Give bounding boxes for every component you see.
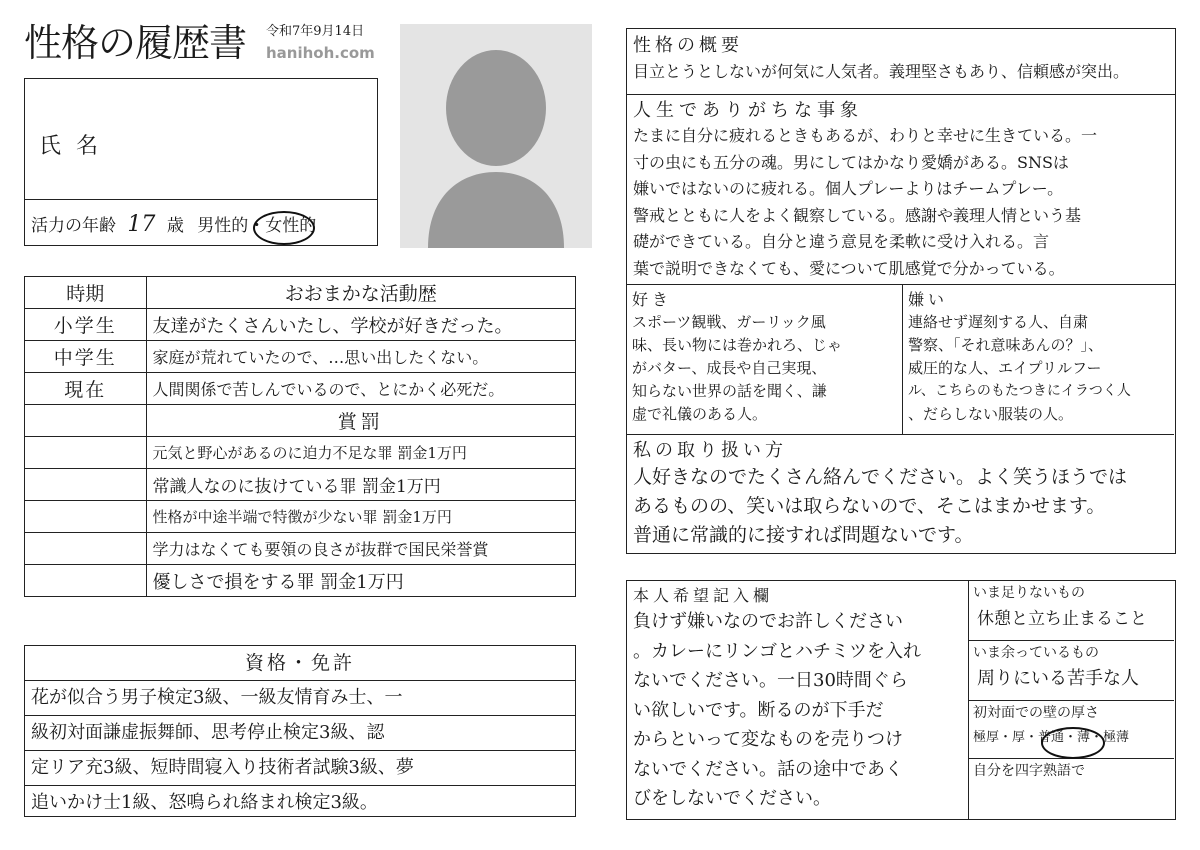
life-events-title: 人生でありがちな事象 [633, 100, 863, 121]
history-period: 中学生 [25, 341, 147, 373]
lacking-section [969, 581, 1174, 641]
award-item: 元気と野心があるのに迫力不足な罪 罰金1万円 [146, 437, 575, 469]
wishes-section [627, 581, 969, 819]
table-row [25, 501, 576, 533]
table-row [25, 565, 576, 597]
age-label: 活力の年齢 [31, 216, 116, 236]
awards-header: 賞罰 [146, 405, 575, 437]
person-silhouette-icon [400, 24, 592, 248]
life-events-line: 葉で説明できなくても、愛について肌感覚で分かっている。 [633, 258, 1065, 278]
handling-line: あるものの、笑いは取らないので、そこはまかせます。 [633, 495, 1106, 517]
life-events-line: 寸の虫にも五分の魂。男にしてはかなり愛嬌がある。SNSは [633, 152, 1069, 172]
table-row [25, 405, 576, 437]
wall-selection-circle [1041, 727, 1105, 759]
wishes-title: 本人希望記入欄 [633, 586, 774, 605]
name-box [24, 78, 378, 246]
idiom-section [969, 759, 1174, 818]
site-watermark: hanihoh.com [266, 44, 375, 62]
likes-line: 味、長い物には巻かれろ、じゃ [632, 336, 843, 354]
likes-line: がバター、成長や自己実現、 [632, 359, 827, 377]
age-value: 17 [127, 212, 156, 237]
handling-title: 私の取り扱い方 [633, 440, 787, 461]
history-header-activity: おおまかな活動歴 [146, 277, 575, 309]
handling-line: 普通に常識的に接すれば問題ないです。 [633, 524, 974, 546]
handling-section [627, 435, 1175, 553]
lacking-value: 休憩と立ち止まること [977, 609, 1147, 629]
history-activity: 家庭が荒れていたので、…思い出したくない。 [146, 341, 575, 373]
surplus-section [969, 641, 1174, 701]
history-period: 小学生 [25, 309, 147, 341]
likes-line: スポーツ観戦、ガーリック風 [632, 313, 826, 331]
likes-section [627, 285, 903, 435]
license-line: 級初対面謙虚振舞師、思考停止検定3級、認 [25, 716, 575, 751]
awards-empty-cell [25, 501, 147, 533]
history-table [24, 276, 576, 597]
life-events-section [627, 95, 1175, 285]
license-line: 花が似合う男子検定3級、一級友情育み士、一 [25, 681, 575, 716]
dislikes-line: 連絡せず遅刻する人、自粛 [908, 313, 1089, 331]
wall-options: 極厚・厚・普通・薄・極薄 [973, 730, 1130, 745]
profile-photo [400, 24, 592, 248]
life-events-line: 警戒とともに人をよく観察している。感謝や義理人情という基 [633, 205, 1082, 225]
wishes-line: い欲しいです。断るのが下手だ [633, 699, 884, 721]
award-item: 学力はなくても要領の良さが抜群で国民栄誉賞 [146, 533, 575, 565]
license-line: 追いかけ士1級、怒鳴られ絡まれ検定3級。 [31, 792, 378, 813]
wishes-line: ないでください。一日30時間ぐら [633, 670, 908, 691]
license-line: 定リア充3級、短時間寝入り技術者試験3級、夢 [25, 751, 575, 786]
surplus-value: 周りにいる苦手な人 [977, 668, 1139, 689]
awards-empty-cell [25, 437, 147, 469]
dislikes-line: ル、こちらのもたつきにイラつく人 [908, 383, 1131, 399]
award-item: 常識人なのに抜けている罪 罰金1万円 [146, 469, 575, 501]
history-activity: 友達がたくさんいたし、学校が好きだった。 [146, 309, 575, 341]
likes-line: 知らない世界の話を聞く、謙 [632, 382, 827, 400]
gender-options: 男性的・女性的 [197, 216, 317, 236]
name-divider [25, 199, 377, 200]
history-activity: 人間関係で苦しんでいるので、とにかく必死だ。 [146, 373, 575, 405]
wishes-panel [626, 580, 1176, 820]
history-header-period: 時期 [25, 277, 147, 309]
licenses-title: 資格・免許 [25, 646, 575, 681]
table-row [25, 309, 576, 341]
personality-panel [626, 28, 1176, 554]
summary-section [627, 29, 1175, 95]
age-row [31, 207, 371, 243]
dislikes-section [903, 285, 1174, 435]
wall-label: 初対面での壁の厚さ [973, 705, 1099, 721]
life-events-line: たまに自分に疲れるときもあるが、わりと幸せに生きている。一 [633, 126, 1098, 145]
licenses-box [24, 645, 576, 817]
surplus-label: いま余っているもの [973, 645, 1099, 661]
dislikes-line: 、だらしない服装の人。 [908, 405, 1074, 423]
summary-text: 目立とうとしないが何気に人気者。義理堅さもあり、信頼感が突出。 [633, 62, 1130, 81]
likes-title: 好き [632, 290, 673, 309]
wall-section [969, 701, 1174, 759]
table-row [25, 469, 576, 501]
name-label: 氏 名 [39, 134, 102, 159]
life-events-line: 嫌いではないのに疲れる。個人プレーよりはチームプレー。 [633, 179, 1064, 198]
history-period: 現在 [25, 373, 147, 405]
awards-empty-cell [25, 533, 147, 565]
wishes-line: ないでください。話の途中であく [633, 758, 903, 780]
table-row [25, 437, 576, 469]
wishes-line: びをしないでください。 [633, 788, 831, 809]
page-title: 性格の履歴書 [24, 21, 247, 65]
table-row [25, 341, 576, 373]
life-events-line: 礎ができている。自分と違う意見を柔軟に受け入れる。言 [633, 232, 1050, 251]
age-unit: 歳 [166, 216, 184, 236]
awards-empty-cell [25, 469, 147, 501]
gender-selection-circle [253, 211, 315, 245]
summary-title: 性格の概要 [633, 35, 743, 56]
idiom-label: 自分を四字熟語で [973, 763, 1085, 779]
table-row [25, 373, 576, 405]
award-item: 優しさで損をする罪 罰金1万円 [146, 565, 575, 597]
wishes-line: からといって変なものを売りつけ [633, 729, 903, 750]
dislikes-line: 警察、「それ意味あんの？」、 [908, 336, 1104, 354]
lacking-label: いま足りないもの [973, 585, 1085, 601]
table-row [25, 533, 576, 565]
dislikes-line: 威圧的な人、エイプリルフー [908, 359, 1102, 377]
wishes-line: 負けず嫌いなのでお許しください [633, 611, 903, 632]
awards-empty-cell [25, 405, 147, 437]
handling-line: 人好きなのでたくさん絡んでください。よく笑うほうでは [633, 466, 1128, 488]
document-date: 令和7年9月14日 [266, 24, 365, 39]
dislikes-title: 嫌い [908, 290, 949, 309]
likes-line: 虚で礼儀のある人。 [632, 405, 768, 423]
wishes-line: 。カレーにリンゴとハチミツを入れ [633, 640, 921, 662]
awards-empty-cell [25, 565, 147, 597]
award-item: 性格が中途半端で特徴が少ない罪 罰金1万円 [146, 501, 575, 533]
